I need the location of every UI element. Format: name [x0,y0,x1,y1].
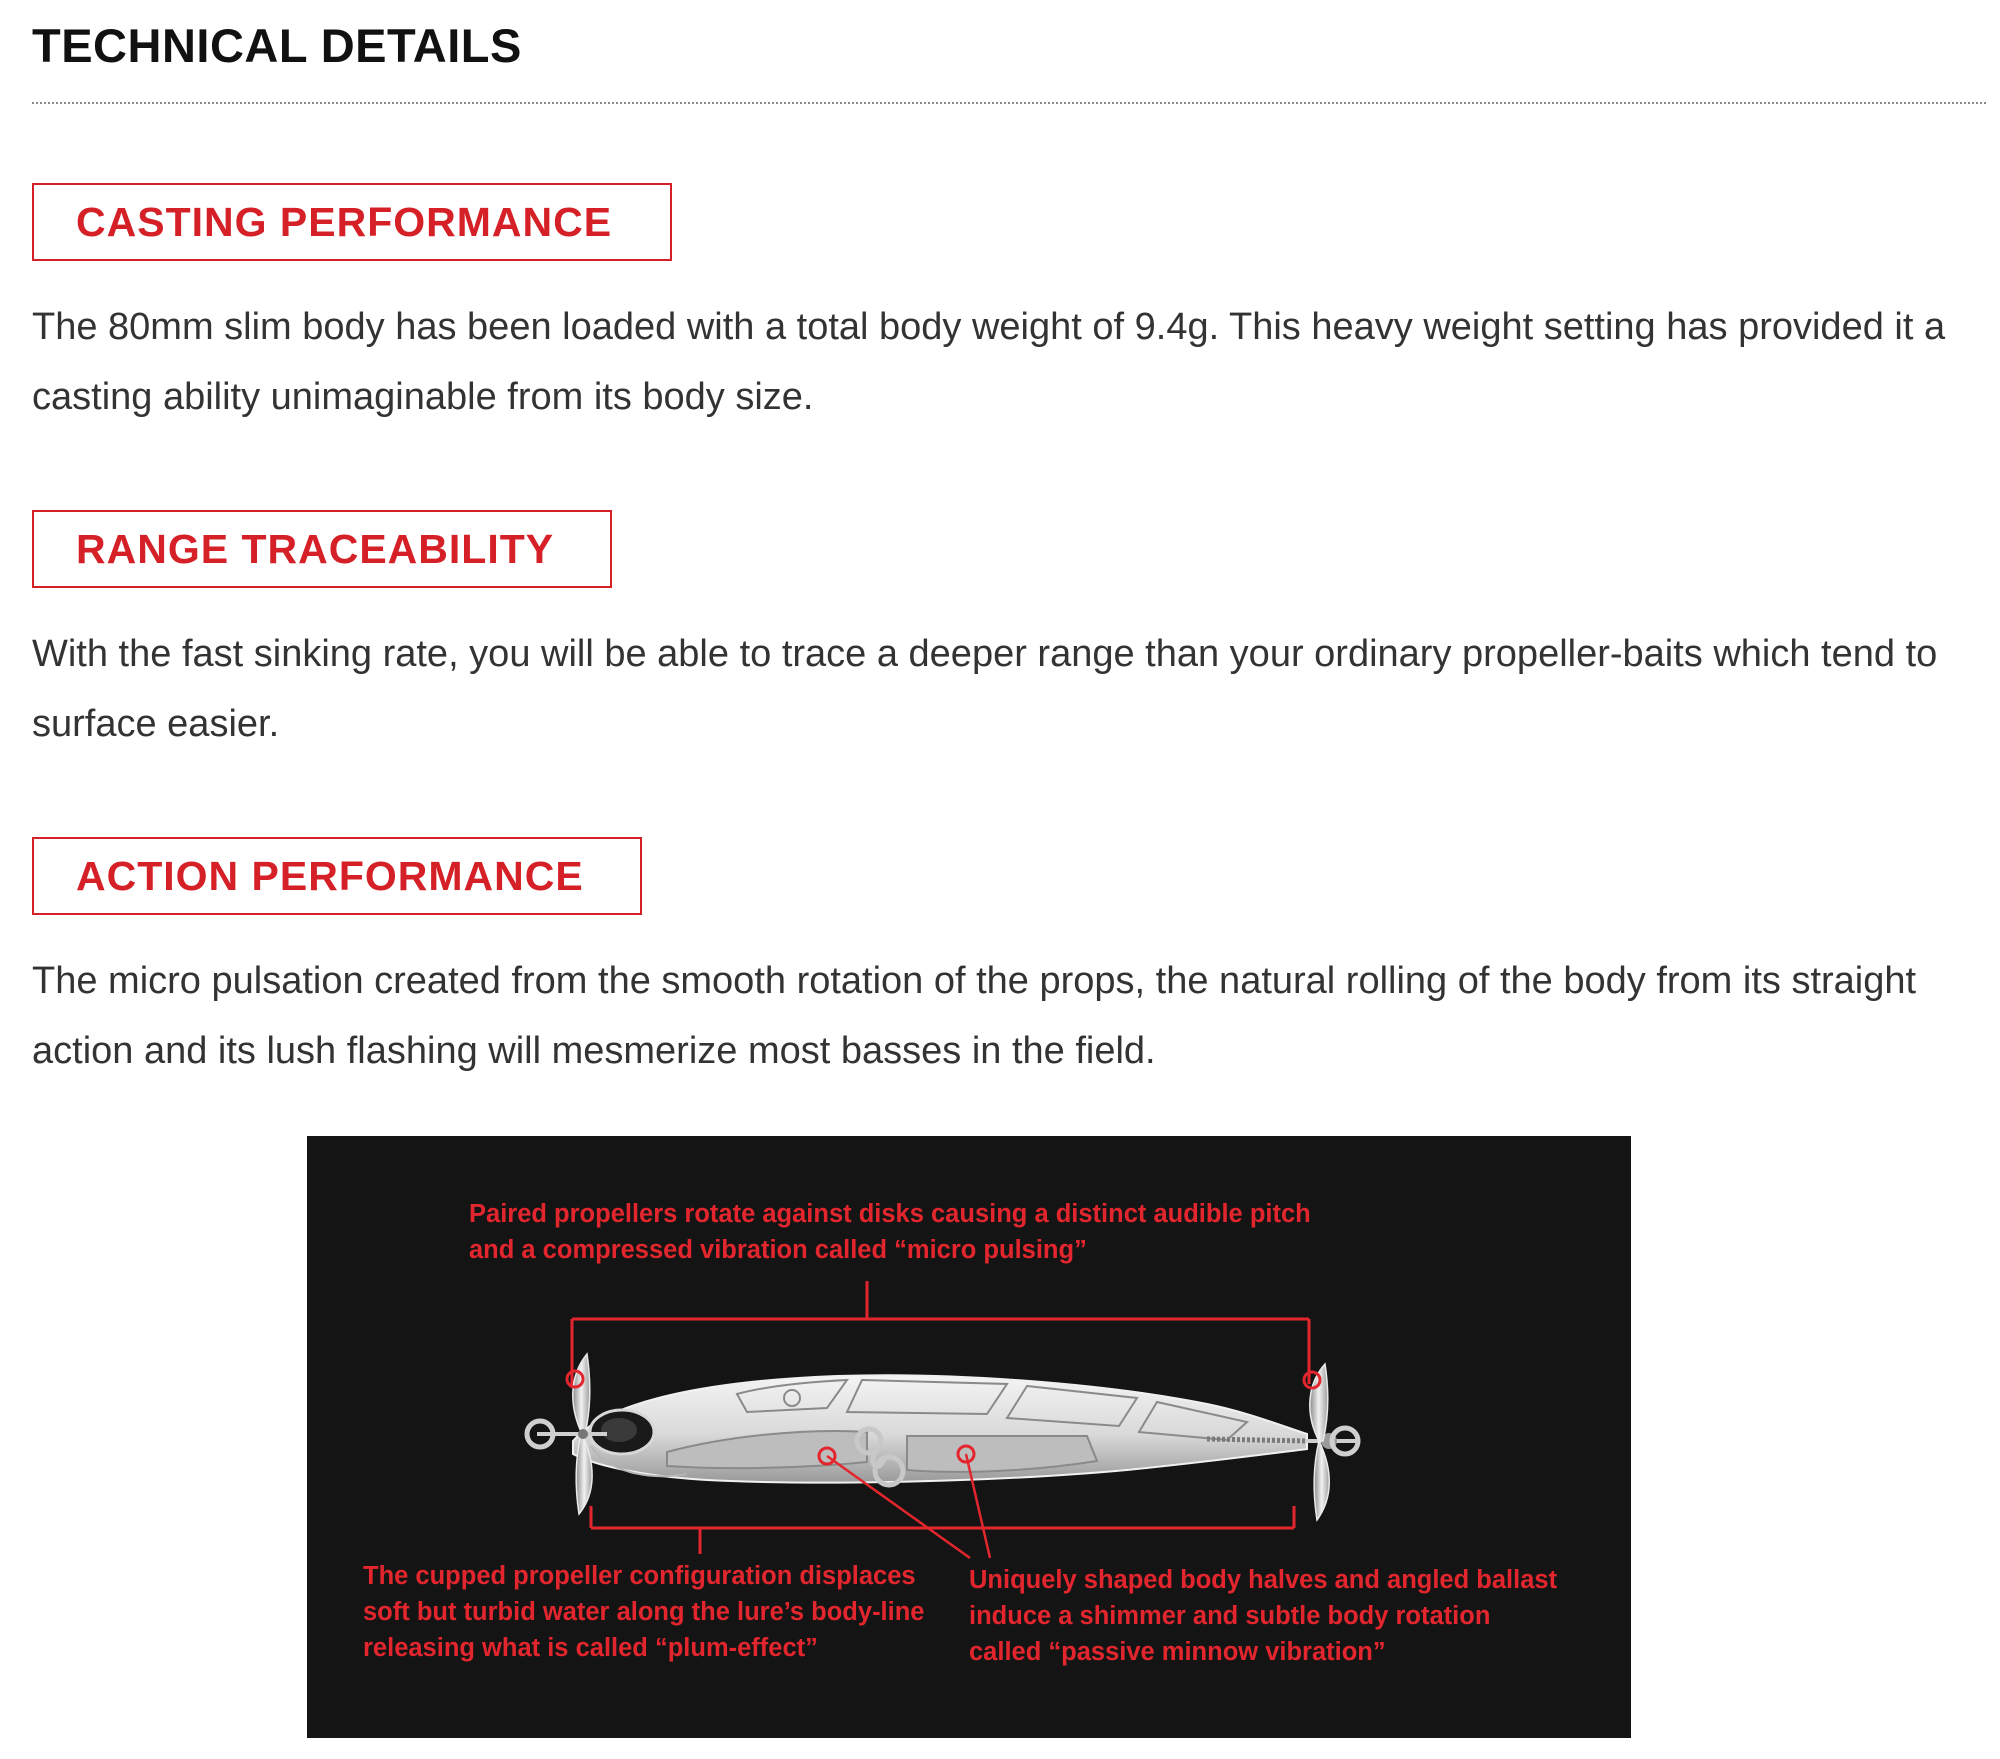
callout-passive-minnow-vibration: Uniquely shaped body halves and angled ballast induce a shimmer and subtle body rotation called “passive minnow vibration” [969,1566,1558,1666]
section-body-range: With the fast sinking rate, you will be able to trace a deeper range than your ordinary propeller-baits which tend to surface easier. [32,633,1938,745]
page-title: TECHNICAL DETAILS [32,19,522,72]
section-heading-label: CASTING PERFORMANCE [76,198,613,245]
lure-diagram [307,1136,1631,1738]
section-body-action: The micro pulsation created from the smooth rotation of the props, the natural rolling of the body from its straight action and its lush flashing will mesmerize most basses in the field. [32,960,1917,1072]
lure-body [573,1375,1307,1482]
top-bracket [572,1281,1309,1388]
callout-micro-pulsing: Paired propellers rotate against disks causing a distinct audible pitch and a compressed vibration called “micro pulsing” [469,1200,1311,1264]
title-divider [32,102,1986,104]
section-heading-label: RANGE TRACEABILITY [76,525,555,572]
callout-plum-effect: The cupped propeller configuration displaces soft but turbid water along the lure’s body-line releasing what is called “plum-effect” [363,1562,925,1662]
section-body-casting: The 80mm slim body has been loaded with a total body weight of 9.4g. This heavy weight setting has provided it a casting ability unimaginable from its body size. [32,306,1946,418]
section-heading-range [32,510,612,588]
section-heading-casting [32,183,672,261]
section-heading-action [32,837,642,915]
section-heading-label: ACTION PERFORMANCE [76,852,584,899]
bottom-bracket [591,1506,1294,1554]
